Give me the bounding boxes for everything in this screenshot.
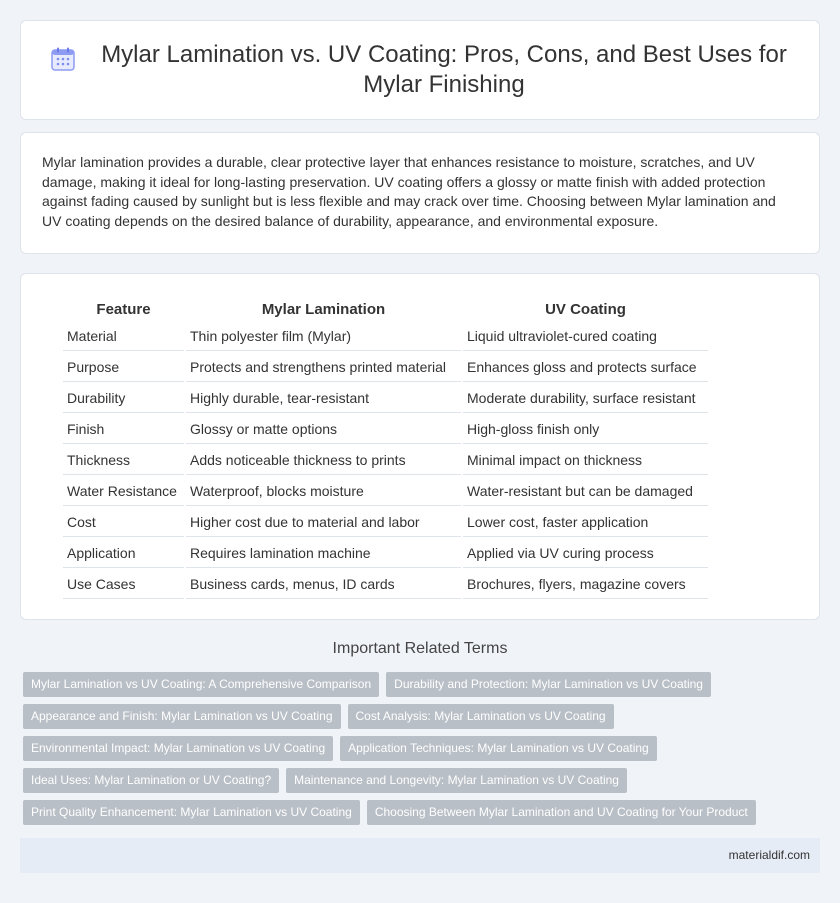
related-term-link[interactable]: Mylar Lamination vs UV Coating: A Comprehensive Comparison <box>23 672 379 697</box>
related-terms-title: Important Related Terms <box>332 640 508 657</box>
table-cell: Protects and strengthens printed material <box>186 353 461 382</box>
related-terms-list <box>23 672 823 832</box>
table-cell: Liquid ultraviolet-cured coating <box>463 322 708 351</box>
table-cell: Purpose <box>63 353 184 382</box>
related-term-link[interactable]: Appearance and Finish: Mylar Lamination vs UV Coating <box>23 704 341 729</box>
table-cell: Requires lamination machine <box>186 539 461 568</box>
table-row <box>63 508 708 537</box>
table-cell: Brochures, flyers, magazine covers <box>463 570 708 599</box>
tag-row <box>23 768 823 793</box>
table-cell: Adds noticeable thickness to prints <box>186 446 461 475</box>
title-card <box>20 20 820 120</box>
table-cell: Enhances gloss and protects surface <box>463 353 708 382</box>
table-cell: Water Resistance <box>63 477 184 506</box>
table-row <box>63 570 708 599</box>
summary-text: Mylar lamination provides a durable, clear protective layer that enhances resistance to moisture, scratches, and UV damage, making it ideal for long-lasting preservation. UV coating offers a glossy or matte finish with added protection against fading caused by sunlight but is less flexible and may crack over time. Choosing between Mylar lamination and UV coating depends on the desired balance of durability, appearance, and environmental exposure. <box>42 154 776 229</box>
table-cell: Thin polyester film (Mylar) <box>186 322 461 351</box>
tag-row <box>23 704 823 729</box>
calendar-icon <box>50 46 76 72</box>
footer-site-name: materialdif.com <box>728 848 810 862</box>
tag-row <box>23 736 823 761</box>
table-row <box>63 384 708 413</box>
related-term-link[interactable]: Durability and Protection: Mylar Lamination vs UV Coating <box>386 672 711 697</box>
table-cell: Finish <box>63 415 184 444</box>
table-cell: Durability <box>63 384 184 413</box>
summary-card <box>20 132 820 254</box>
related-term-link[interactable]: Maintenance and Longevity: Mylar Lamination vs UV Coating <box>286 768 627 793</box>
header-feature: Feature <box>96 301 151 318</box>
table-cell: Use Cases <box>63 570 184 599</box>
related-term-link[interactable]: Choosing Between Mylar Lamination and UV Coating for Your Product <box>367 800 756 825</box>
related-term-link[interactable]: Ideal Uses: Mylar Lamination or UV Coating? <box>23 768 279 793</box>
related-term-link[interactable]: Print Quality Enhancement: Mylar Lamination vs UV Coating <box>23 800 360 825</box>
related-term-link[interactable]: Application Techniques: Mylar Lamination vs UV Coating <box>340 736 657 761</box>
table-cell: Thickness <box>63 446 184 475</box>
tag-row <box>23 800 823 825</box>
table-cell: Highly durable, tear-resistant <box>186 384 461 413</box>
table-header-row <box>63 298 708 320</box>
table-cell: Lower cost, faster application <box>463 508 708 537</box>
table-cell: Waterproof, blocks moisture <box>186 477 461 506</box>
table-row <box>63 477 708 506</box>
table-cell: Cost <box>63 508 184 537</box>
comparison-table-card <box>20 273 820 620</box>
table-cell: Material <box>63 322 184 351</box>
table-cell: Glossy or matte options <box>186 415 461 444</box>
table-cell: Business cards, menus, ID cards <box>186 570 461 599</box>
table-cell: Application <box>63 539 184 568</box>
table-cell: Water-resistant but can be damaged <box>463 477 708 506</box>
table-cell: Applied via UV curing process <box>463 539 708 568</box>
related-term-link[interactable]: Environmental Impact: Mylar Lamination vs UV Coating <box>23 736 333 761</box>
title-wrap <box>50 40 790 100</box>
table-row <box>63 415 708 444</box>
header-mylar-lamination: Mylar Lamination <box>261 301 386 318</box>
tag-row <box>23 672 823 697</box>
table-row <box>63 322 708 351</box>
header-uv-coating: UV Coating <box>545 301 626 318</box>
page-title: Mylar Lamination vs. UV Coating: Pros, Cons, and Best Uses for Mylar Finishing <box>101 41 787 98</box>
table-row <box>63 446 708 475</box>
comparison-table <box>61 296 710 601</box>
footer <box>20 838 820 873</box>
table-cell: Minimal impact on thickness <box>463 446 708 475</box>
table-row <box>63 539 708 568</box>
related-term-link[interactable]: Cost Analysis: Mylar Lamination vs UV Coating <box>348 704 614 729</box>
table-cell: Moderate durability, surface resistant <box>463 384 708 413</box>
table-row <box>63 353 708 382</box>
table-cell: Higher cost due to material and labor <box>186 508 461 537</box>
table-cell: High-gloss finish only <box>463 415 708 444</box>
